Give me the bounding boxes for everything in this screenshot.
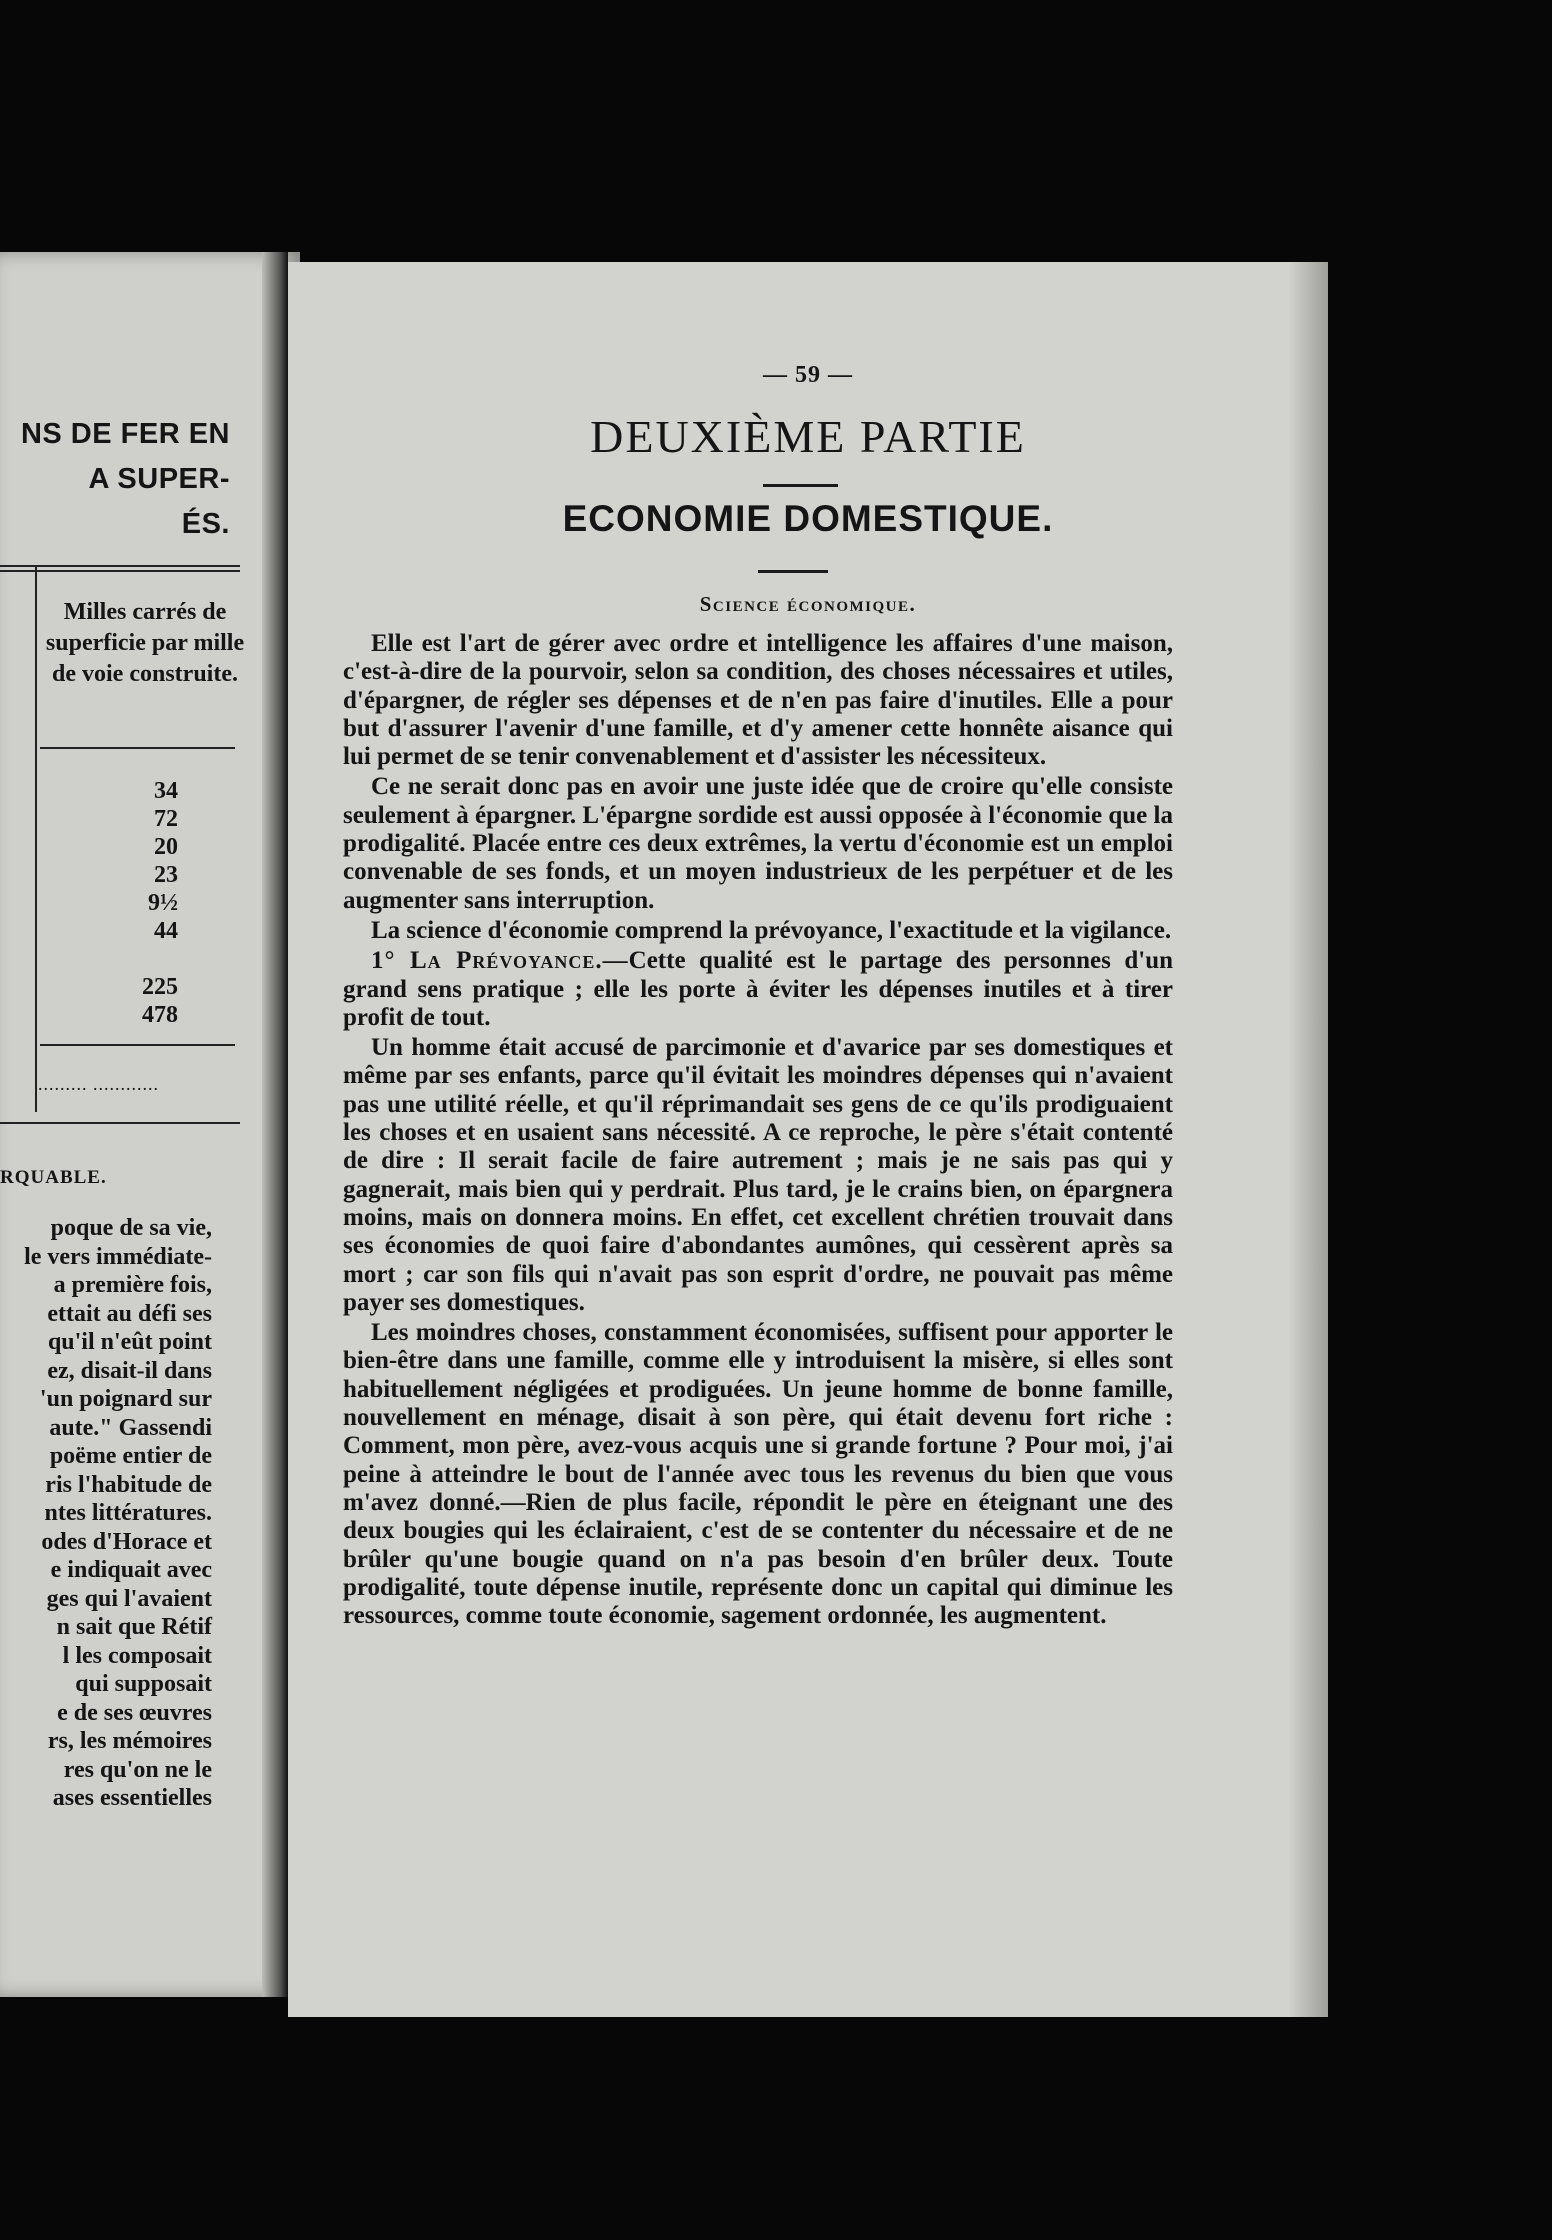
table-cell: 23: [154, 862, 178, 888]
left-text-line: ases essentielles: [52, 1785, 212, 1811]
title-rule: [763, 484, 838, 487]
left-text-line: poque de sa vie,: [50, 1215, 212, 1241]
table-column-header: Milles carrés de superficie par mille de voie construite.: [45, 599, 245, 687]
left-text-line: n sait que Rétif: [56, 1614, 212, 1640]
table-cell: 20: [154, 834, 178, 860]
left-heading-line: A SUPER-: [88, 463, 230, 495]
left-text-line: e de ses œuvres: [57, 1699, 212, 1726]
table-cell: 478: [142, 1002, 178, 1028]
section-title: ECONOMIE DOMESTIQUE.: [562, 498, 1054, 539]
left-text-line: ettait au défi ses: [47, 1300, 212, 1327]
left-text-line: rs, les mémoires: [47, 1728, 212, 1754]
part-title: DEUXIÈME PARTIE: [590, 411, 1026, 462]
left-section-label: RQUABLE.: [0, 1167, 107, 1188]
table-cell: 72: [154, 806, 178, 832]
table-dots: ......... ............: [38, 1074, 159, 1094]
left-page-heading: [0, 412, 230, 547]
left-text-line: ez, disait-il dans: [47, 1357, 212, 1384]
left-heading-line: NS DE FER EN: [20, 418, 230, 450]
body-text: [343, 630, 1173, 1630]
table-bottom-rule: [0, 1122, 240, 1124]
table-cell: 225: [142, 974, 178, 1000]
table-cell: 34: [154, 778, 178, 804]
book-spine: [262, 252, 288, 1997]
table-cell: [100, 945, 178, 973]
left-text-line: ntes littératures.: [44, 1500, 212, 1526]
left-heading-line: ÉS.: [181, 508, 230, 540]
table-column-divider: [35, 567, 37, 1112]
left-text-line: res qu'on ne le: [63, 1756, 212, 1783]
left-text-line: ges qui l'avaient: [46, 1585, 212, 1612]
paragraph-prevoyance: [343, 947, 1173, 1032]
left-page: [0, 252, 300, 1997]
subsection-title: Science économique.: [699, 592, 917, 616]
paragraph: Un homme était accusé de parcimonie et d'avarice par ses domestiques et même par ses enfants, parce qu'il évitait les moindres dépenses qui n'avaient pas une utilité réelle, et qu'il réprimandait ses gens de ce qu'ils prodiguaient les choses et en usaient sans nécessité. A ce reproche, le père s'était contenté de dire : Il serait facile de faire autrement ; mais je ne sais pas qui y gagnerait, mais bien qui y perdrait. Plus tard, je le crains bien, on épargnera moins, mais on donnera moins. En effet, cet excellent chrétien trouvait dans ses économies de quoi faire d'abondantes aumônes, qui cessèrent après sa mort ; car son fils qui n'avait pas son esprit d'ordre, ne pouvait pas même payer ses domestiques.: [343, 1034, 1173, 1316]
page-number: — 59 —: [763, 362, 853, 388]
table-cell: 9½: [148, 890, 178, 916]
left-text-line: ris l'habitude de: [45, 1471, 212, 1498]
left-text-line: l les composait: [62, 1642, 212, 1669]
left-text-line: odes d'Horace et: [41, 1528, 212, 1555]
left-text-line: 'un poignard sur: [39, 1386, 212, 1412]
right-page: [288, 262, 1328, 2017]
left-text-line: e indiquait avec: [50, 1557, 212, 1583]
table-values: [100, 777, 178, 1029]
left-text-line: qui supposait: [75, 1671, 212, 1697]
table-cell: 44: [154, 918, 178, 944]
left-text-line: a première fois,: [53, 1272, 212, 1298]
paragraph: Elle est l'art de gérer avec ordre et intelligence les affaires d'une maison, c'est-à-dire de la pourvoir, selon sa condition, des choses nécessaires et utiles, d'épargner, de régler ses dépenses et de n'en pas faire d'inutiles. Elle a pour but d'assurer l'avenir d'une famille, et d'y amener cette honnête aisance qui lui permet de se tenir convenablement et d'assister les nécessiteux.: [343, 630, 1173, 771]
left-text-line: poëme entier de: [49, 1443, 212, 1469]
prevoyance-label: 1° La Prévoyance.—: [371, 947, 629, 975]
prevoyance-text: Cette qualité est le partage des personnes d'un grand sens pratique ; elle les porte à éviter les dépenses inutiles et à tirer profit de tout.: [343, 947, 1173, 1031]
left-text-line: qu'il n'eût point: [47, 1329, 212, 1355]
left-page-text: [0, 1214, 212, 1813]
table-header-rule: [40, 747, 235, 749]
left-text-line: le vers immédiate-: [24, 1243, 212, 1270]
paragraph: Ce ne serait donc pas en avoir une juste idée que de croire qu'elle consiste seulement à épargner. L'épargne sordide est aussi opposée à l'économie que la prodigalité. Placée entre ces deux extrêmes, la vertu d'économie est un emploi convenable de ses fonds, et un moyen industrieux de les perpétuer et de les augmenter sans interruption.: [343, 773, 1173, 914]
paragraph: Les moindres choses, constamment économisées, suffisent pour apporter le bien-être dans une famille, comme elle y introduisent la misère, si elles sont habituellement négligées et prodiguées. Un jeune homme de bonne famille, nouvellement en ménage, disait à son père, qui était devenu fort riche : Comment, mon père, avez-vous acquis une si grande fortune ? Pour moi, j'ai peine à atteindre le bout de l'année avec tous les revenus du bien que vous m'avez donné.—Rien de plus facile, répondit le père en éteignant une des deux bougies qui les éclairaient, c'est de se contenter du nécessaire et de ne brûler qu'une bougie quand on n'a pas besoin d'en brûler deux. Toute prodigalité, toute dépense inutile, représente donc un capital qui diminue les ressources, comme toute économie, sagement ordonnée, les augmentent.: [343, 1319, 1173, 1630]
paragraph: La science d'économie comprend la prévoyance, l'exactitude et la vigilance.: [371, 916, 1172, 944]
table-total-rule: [40, 1044, 235, 1046]
left-text-line: aute." Gassendi: [49, 1414, 212, 1441]
section-rule: [758, 570, 828, 573]
